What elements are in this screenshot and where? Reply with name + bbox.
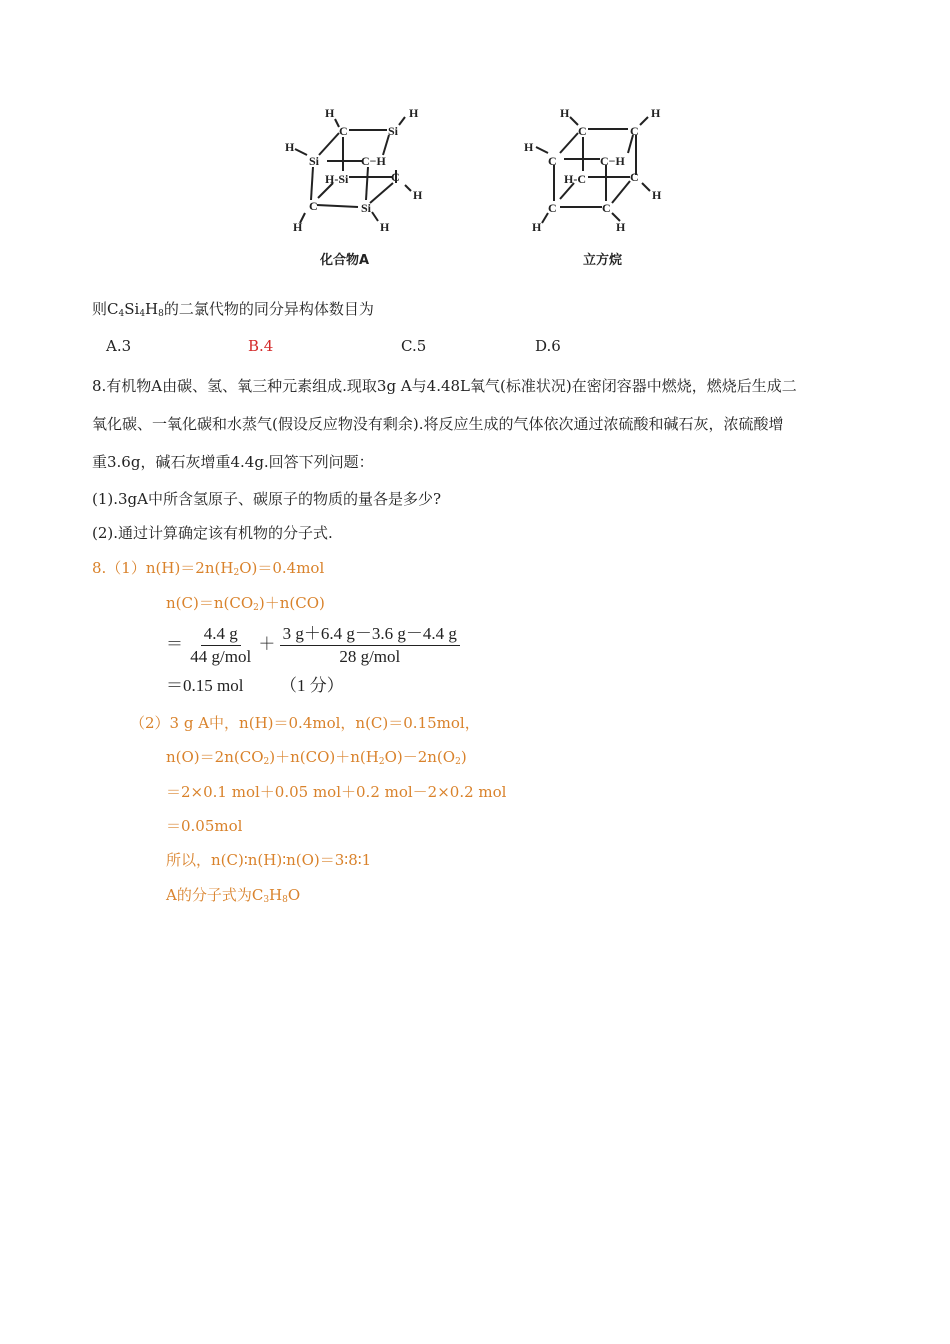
svg-text:H: H xyxy=(616,220,626,234)
stem-formula: $C_4Si_4H_8$ xyxy=(107,300,164,319)
answer-part2-line5: 所以，n(C)∶n(H)∶n(O)＝3∶8∶1 xyxy=(166,851,372,869)
fraction-1-denominator: 44 g/mol xyxy=(190,647,252,666)
eq-plus: ＋ xyxy=(258,634,276,654)
svg-text:H-Si: H-Si xyxy=(325,172,349,186)
svg-text:H: H xyxy=(413,188,423,202)
svg-text:C: C xyxy=(578,124,587,138)
cubane-structure xyxy=(518,95,678,240)
svg-text:H: H xyxy=(651,106,661,120)
svg-text:C−H: C−H xyxy=(600,154,625,168)
svg-text:H: H xyxy=(652,188,662,202)
cubane-label: 立方烷 xyxy=(583,253,623,268)
question8-sub1: (1).3gA中所含氢原子、碳原子的物质的量各是多少? xyxy=(92,490,442,508)
question8-line2: 氧化碳、一氧化碳和水蒸气(假设反应物没有剩余).将反应生成的气体依次通过浓硫酸和碱石灰，浓硫酸增 xyxy=(92,415,784,433)
svg-text:C: C xyxy=(548,154,557,168)
compound-a-label: 化合物A xyxy=(320,253,370,268)
fraction-2-numerator: 3 g＋6.4 g－3.6 g－4.4 g xyxy=(280,623,460,646)
answer-part2-line4: ＝0.05mol xyxy=(166,817,243,835)
svg-text:Si: Si xyxy=(361,201,372,215)
option-b[interactable]: B.4 xyxy=(248,337,274,355)
answer-part2-line2: $n(O)=2n(CO_2)+n(CO)+n(H_2O)-2n(O_2)$ xyxy=(166,748,467,767)
svg-text:H: H xyxy=(409,106,419,120)
option-a[interactable]: A.3 xyxy=(106,337,132,355)
result-value: ＝0.15 mol xyxy=(166,676,244,695)
stem-suffix: 的二氯代物的同分异构体数目为 xyxy=(163,300,374,318)
svg-text:C−H: C−H xyxy=(361,154,386,168)
svg-text:C: C xyxy=(602,201,611,215)
question8-line1: 8.有机物A由碳、氢、氧三种元素组成.现取3g A与4.48L氧气(标准状况)在密闭容器中燃烧，燃烧后生成二 xyxy=(92,377,797,395)
svg-text:C: C xyxy=(391,170,400,184)
fraction-2-denominator: 28 g/mol xyxy=(339,647,401,666)
svg-text:C: C xyxy=(309,199,318,213)
answer-part2-line1: （2）3 g A中，n(H)＝0.4mol，n(C)＝0.15mol， xyxy=(130,714,480,732)
answer-part1-line1: $8.(1)n(H)=2n(H_2O)=0.4mol$ xyxy=(92,559,325,578)
svg-text:H: H xyxy=(560,106,570,120)
svg-text:H: H xyxy=(524,140,534,154)
svg-text:C: C xyxy=(630,124,639,138)
eq-prefix: ＝ xyxy=(166,634,183,654)
fraction-1-numerator: 4.4 g xyxy=(201,623,241,646)
option-d[interactable]: D.6 xyxy=(535,337,561,355)
fraction-1 xyxy=(187,623,254,668)
svg-text:C: C xyxy=(630,170,639,184)
svg-text:H: H xyxy=(532,220,542,234)
answer-result xyxy=(166,671,344,696)
compound-a-structure xyxy=(275,95,435,240)
svg-text:Si: Si xyxy=(388,124,399,138)
fraction-2 xyxy=(280,623,460,668)
svg-text:C: C xyxy=(339,124,348,138)
answer-fraction-equation xyxy=(166,623,460,668)
score-note: （1 分） xyxy=(279,676,344,695)
svg-text:C: C xyxy=(548,201,557,215)
answer-part1-line2: $n(C)=n(CO_2)+n(CO)$ xyxy=(166,594,325,613)
svg-text:H: H xyxy=(325,106,335,120)
question8-line3: 重3.6g，碱石灰增重4.4g.回答下列问题： xyxy=(92,453,374,471)
question8-sub2: (2).通过计算确定该有机物的分子式. xyxy=(92,524,333,542)
svg-text:H: H xyxy=(293,220,303,234)
answer-part2-line6: A的分子式为$C_3H_8O$ xyxy=(166,886,301,905)
svg-text:H: H xyxy=(380,220,390,234)
svg-text:H-C: H-C xyxy=(564,172,586,186)
answer-part2-line3: ＝2×0.1 mol＋0.05 mol＋0.2 mol－2×0.2 mol xyxy=(166,783,507,801)
svg-text:H: H xyxy=(285,140,295,154)
svg-text:Si: Si xyxy=(309,154,320,168)
question7-stem xyxy=(92,298,374,319)
option-c[interactable]: C.5 xyxy=(401,337,427,355)
stem-prefix: 则 xyxy=(92,300,108,318)
